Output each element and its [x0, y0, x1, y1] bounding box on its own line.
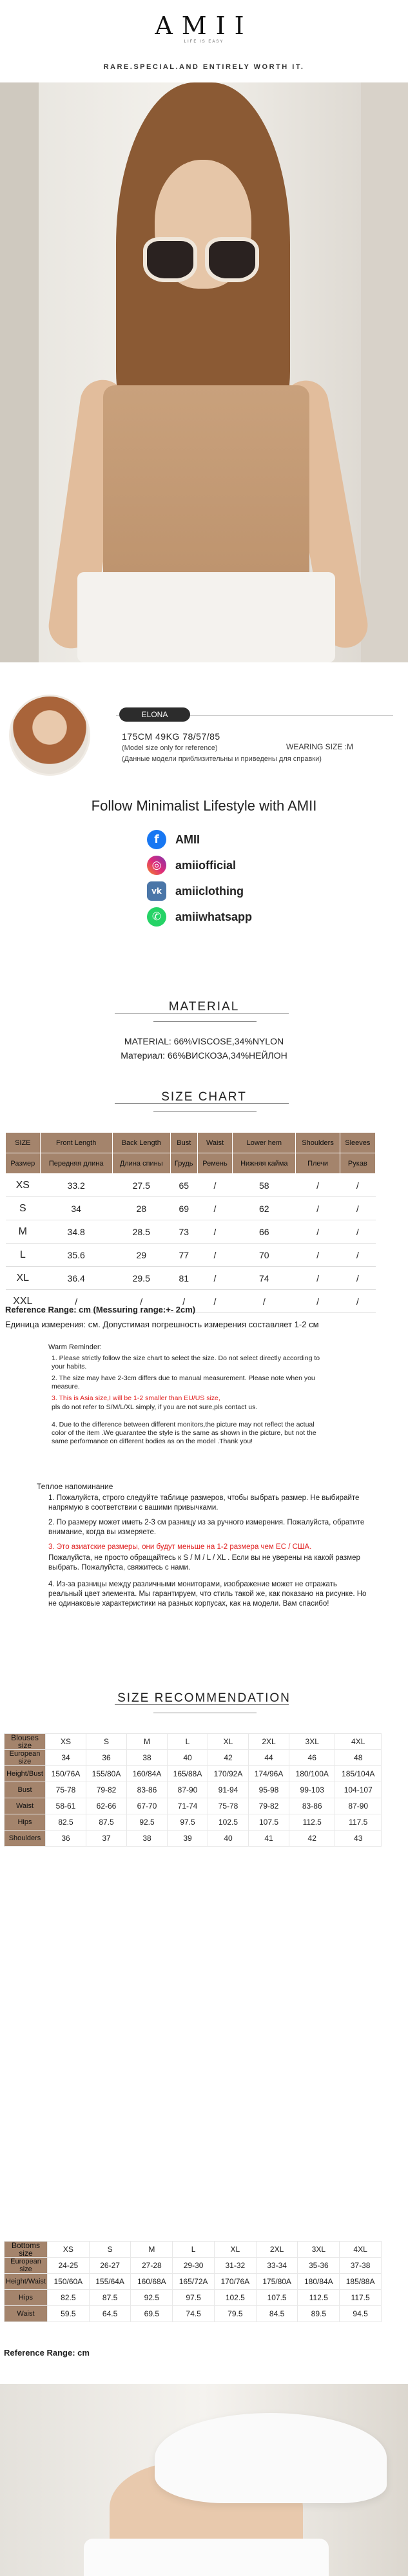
- size-col-header: Front Length: [40, 1133, 112, 1153]
- size-value-cell: 74: [233, 1267, 296, 1290]
- blouse-size-cell: 46: [289, 1750, 335, 1766]
- size-value-cell: /: [112, 1290, 170, 1313]
- bottom-size-header-cell: 2XL: [256, 2242, 298, 2258]
- bottom-size-cell: 31-32: [214, 2258, 256, 2274]
- size-chart-header-en: [6, 1133, 376, 1153]
- blouse-size-row: [5, 1782, 382, 1798]
- size-value-cell: 28.5: [112, 1220, 170, 1244]
- size-col-header: Back Length: [112, 1133, 170, 1153]
- size-range-ru: Единица измерения: см. Допустимая погрешность измерения составляет 1-2 см: [5, 1320, 319, 1329]
- bottom-size-cell: 150/60A: [47, 2274, 89, 2290]
- social-vk-label: amiiclothing: [175, 884, 244, 898]
- size-col-header: SIZE: [6, 1133, 41, 1153]
- bottom-size-cell: 165/72A: [173, 2274, 215, 2290]
- size-value-cell: /: [233, 1290, 296, 1313]
- blouse-size-header-cell: L: [168, 1734, 208, 1750]
- blouse-size-cell: 48: [335, 1750, 382, 1766]
- blouse-size-cell: 40: [168, 1750, 208, 1766]
- size-col-header-ru: Размер: [6, 1153, 41, 1174]
- reminder-item: 1. Please strictly follow the size chart to select the size. Do not select directly according to your habits.: [52, 1354, 320, 1370]
- blouse-size-cell: 97.5: [168, 1814, 208, 1831]
- photo-sunglasses-left: [143, 237, 197, 282]
- instagram-icon: ◎: [147, 856, 166, 875]
- size-value-cell: /: [40, 1290, 112, 1313]
- bottom-size-cell: 29-30: [173, 2258, 215, 2274]
- blouse-size-cell: 58-61: [46, 1798, 86, 1814]
- blouse-size-row-label: Shoulders: [5, 1831, 46, 1847]
- size-value-cell: 27.5: [112, 1174, 170, 1197]
- size-value-cell: /: [197, 1174, 232, 1197]
- bottom-size-cell: 160/68A: [131, 2274, 173, 2290]
- bottom-size-row: [5, 2274, 382, 2290]
- blouse-size-header-cell: XS: [46, 1734, 86, 1750]
- size-rec-reference: Reference Range: cm: [4, 2348, 90, 2358]
- blouse-size-row-label: Waist: [5, 1798, 46, 1814]
- size-col-header-ru: Длина спины: [112, 1153, 170, 1174]
- bottom-size-cell: 64.5: [89, 2306, 131, 2322]
- blouse-size-cell: 160/84A: [127, 1766, 168, 1782]
- bottom-size-cell: 180/84A: [298, 2274, 340, 2290]
- blouse-size-header-cell: XL: [208, 1734, 249, 1750]
- blouse-size-cell: 39: [168, 1831, 208, 1847]
- blouse-size-cell: 87-90: [335, 1798, 382, 1814]
- size-col-header: Lower hem: [233, 1133, 296, 1153]
- bottom-size-row-label: Height/Waist: [5, 2274, 48, 2290]
- bottom-size-cell: 69.5: [131, 2306, 173, 2322]
- brand-tagline: RARE.SPECIAL.AND ENTIRELY WORTH IT.: [103, 63, 305, 71]
- size-rec-title: SIZE RECOMMENDATION: [117, 1691, 291, 1705]
- bottom-size-cell: 97.5: [173, 2290, 215, 2306]
- reminder-ru-item-highlight: 3. Это азиатские размеры, они будут меньше на 1-2 размера чем ЕС / США.: [48, 1543, 312, 1551]
- facebook-icon: f: [147, 830, 166, 849]
- bottom-size-cell: 59.5: [47, 2306, 89, 2322]
- bottom-size-row: [5, 2258, 382, 2274]
- blouse-size-header-cell: 2XL: [249, 1734, 289, 1750]
- size-value-cell: 29.5: [112, 1267, 170, 1290]
- blouse-size-cell: 117.5: [335, 1814, 382, 1831]
- bottom-size-cell: 112.5: [298, 2290, 340, 2306]
- size-value-cell: 66: [233, 1220, 296, 1244]
- size-value-cell: 81: [170, 1267, 197, 1290]
- blouse-size-cell: 36: [46, 1831, 86, 1847]
- size-value-cell: /: [340, 1197, 375, 1220]
- blouse-size-cell: 87-90: [168, 1782, 208, 1798]
- bottom-size-header-row: [5, 2242, 382, 2258]
- size-value-cell: 77: [170, 1244, 197, 1267]
- blouse-size-cell: 79-82: [249, 1798, 289, 1814]
- follow-title: Follow Minimalist Lifestyle with AMII: [91, 798, 317, 814]
- size-chart-header-ru: [6, 1153, 376, 1174]
- photo-sunglasses-right: [205, 237, 259, 282]
- blouse-size-cell: 83-86: [289, 1798, 335, 1814]
- blouse-size-cell: 38: [127, 1831, 168, 1847]
- model-avatar: [9, 695, 90, 776]
- size-col-header: Shoulders: [296, 1133, 340, 1153]
- blouse-size-cell: 165/88A: [168, 1766, 208, 1782]
- size-value-cell: 33.2: [40, 1174, 112, 1197]
- size-value-cell: /: [296, 1290, 340, 1313]
- size-col-header-ru: Плечи: [296, 1153, 340, 1174]
- size-value-cell: 36.4: [40, 1267, 112, 1290]
- model-wearing-size: WEARING SIZE :M: [286, 742, 354, 751]
- bottom-size-cell: 74.5: [173, 2306, 215, 2322]
- bottom-size-cell: 185/88A: [340, 2274, 382, 2290]
- size-col-header: Waist: [197, 1133, 232, 1153]
- size-chart-row: [6, 1267, 376, 1290]
- blouse-size-cell: 95-98: [249, 1782, 289, 1798]
- model-stats: 175CM 49KG 78/57/85: [122, 731, 220, 742]
- bottom-size-cell: 117.5: [340, 2290, 382, 2306]
- social-whatsapp-label: amiiwhatsapp: [175, 910, 253, 923]
- blouse-size-cell: 102.5: [208, 1814, 249, 1831]
- size-value-cell: /: [340, 1267, 375, 1290]
- bottom-size-header-cell: Bottoms size: [5, 2242, 48, 2258]
- bottom-size-cell: 155/64A: [89, 2274, 131, 2290]
- blouse-size-row: [5, 1766, 382, 1782]
- size-value-cell: /: [197, 1290, 232, 1313]
- blouse-size-cell: 41: [249, 1831, 289, 1847]
- size-value-cell: /: [296, 1244, 340, 1267]
- blouse-size-cell: 99-103: [289, 1782, 335, 1798]
- size-value-cell: 34: [40, 1197, 112, 1220]
- photo2-white-camisole: [84, 2539, 329, 2576]
- material-en: MATERIAL: 66%VISCOSE,34%NYLON: [124, 1036, 284, 1046]
- social-facebook[interactable]: [147, 830, 200, 849]
- bottom-size-cell: 84.5: [256, 2306, 298, 2322]
- size-value-cell: 70: [233, 1244, 296, 1267]
- bottom-size-cell: 79.5: [214, 2306, 256, 2322]
- size-label-cell: XS: [6, 1174, 41, 1197]
- blouse-size-cell: 75-78: [208, 1798, 249, 1814]
- blouse-size-header-cell: M: [127, 1734, 168, 1750]
- bottom-size-header-cell: 3XL: [298, 2242, 340, 2258]
- size-value-cell: /: [296, 1174, 340, 1197]
- size-value-cell: 58: [233, 1174, 296, 1197]
- bottom-size-cell: 37-38: [340, 2258, 382, 2274]
- size-value-cell: /: [340, 1244, 375, 1267]
- whatsapp-icon: ✆: [147, 907, 166, 927]
- size-chart-row: [6, 1197, 376, 1220]
- second-product-photo: [0, 2384, 408, 2576]
- bottom-size-cell: 24-25: [47, 2258, 89, 2274]
- size-value-cell: 34.8: [40, 1220, 112, 1244]
- social-instagram-label: amiiofficial: [175, 858, 237, 872]
- size-chart-row: [6, 1244, 376, 1267]
- reminder-item: pls do not refer to S/M/L/XL simply, if you are not sure,pls contact us.: [52, 1403, 258, 1411]
- blouse-size-cell: 170/92A: [208, 1766, 249, 1782]
- model-name-badge: ELONA: [119, 707, 190, 722]
- photo-white-pants: [77, 572, 335, 662]
- blouse-size-cell: 38: [127, 1750, 168, 1766]
- reminder-ru-item: 2. По размеру может иметь 2-3 см разницу из за ручного измерения. Пожалуйста, обратите внимание, когда вы измеряете.: [48, 1519, 365, 1536]
- photo-wall-right: [361, 82, 408, 662]
- bottom-size-cell: 27-28: [131, 2258, 173, 2274]
- size-chart-row: [6, 1174, 376, 1197]
- reminder-item: 2. The size may have 2-3cm differs due to manual measurement. Please note when you measure.: [52, 1374, 315, 1390]
- brand-logo: AMII: [155, 12, 253, 40]
- photo-wall-left: [0, 82, 39, 662]
- size-chart-title: SIZE CHART: [161, 1090, 247, 1104]
- blouse-size-row: [5, 1814, 382, 1831]
- blouse-size-header-cell: 3XL: [289, 1734, 335, 1750]
- reminder-ru-item: 4. Из-за разницы между различными мониторами, изображение может не отражать реальный цвет элемента. Мы гарантируем, что стиль такой же, как показано на рисунке. Но не одинаковые характеристики на разных корпусах, как на модели. Вам спасибо!: [48, 1581, 367, 1608]
- blouse-size-table: [4, 1733, 382, 1847]
- blouse-size-cell: 83-86: [127, 1782, 168, 1798]
- material-line-bottom: [153, 1021, 257, 1022]
- size-value-cell: /: [296, 1267, 340, 1290]
- blouse-size-row: [5, 1831, 382, 1847]
- size-chart-row: [6, 1220, 376, 1244]
- blouse-size-cell: 40: [208, 1831, 249, 1847]
- bottom-size-cell: 175/80A: [256, 2274, 298, 2290]
- size-value-cell: 28: [112, 1197, 170, 1220]
- social-facebook-label: AMII: [175, 832, 200, 846]
- size-col-header-ru: Нижняя кайма: [233, 1153, 296, 1174]
- blouse-size-cell: 34: [46, 1750, 86, 1766]
- reminder-item-highlight: 3. This is Asia size,I will be 1-2 smaller than EU/US size,: [52, 1394, 220, 1402]
- bottom-size-header-cell: XL: [214, 2242, 256, 2258]
- bottom-size-header-cell: L: [173, 2242, 215, 2258]
- bottom-size-row: [5, 2290, 382, 2306]
- size-value-cell: 73: [170, 1220, 197, 1244]
- bottom-size-row: [5, 2306, 382, 2322]
- blouse-size-header-cell: 4XL: [335, 1734, 382, 1750]
- size-col-header: Bust: [170, 1133, 197, 1153]
- blouse-size-cell: 150/76A: [46, 1766, 86, 1782]
- size-col-header: Sleeves: [340, 1133, 375, 1153]
- social-whatsapp[interactable]: [147, 907, 252, 927]
- size-value-cell: /: [340, 1220, 375, 1244]
- bottom-size-header-cell: XS: [47, 2242, 89, 2258]
- bottom-size-cell: 107.5: [256, 2290, 298, 2306]
- bottom-size-header-cell: S: [89, 2242, 131, 2258]
- blouse-size-cell: 43: [335, 1831, 382, 1847]
- reminder-ru-item: 1. Пожалуйста, строго следуйте таблице размеров, чтобы выбрать размер. Не выбирайте напрямую в соответствии с вашими привычками.: [48, 1494, 360, 1512]
- size-value-cell: 69: [170, 1197, 197, 1220]
- blouse-size-header-row: [5, 1734, 382, 1750]
- blouse-size-row-label: Height/Bust: [5, 1766, 46, 1782]
- size-value-cell: 29: [112, 1244, 170, 1267]
- size-value-cell: 65: [170, 1174, 197, 1197]
- blouse-size-cell: 62-66: [86, 1798, 127, 1814]
- photo2-white-cap: [155, 2413, 387, 2503]
- size-col-header-ru: Рукав: [340, 1153, 375, 1174]
- size-col-header-ru: Грудь: [170, 1153, 197, 1174]
- size-label-cell: XL: [6, 1267, 41, 1290]
- size-label-cell: XXL: [6, 1290, 41, 1313]
- blouse-size-cell: 71-74: [168, 1798, 208, 1814]
- bottom-size-cell: 26-27: [89, 2258, 131, 2274]
- blouse-size-cell: 104-107: [335, 1782, 382, 1798]
- social-vk[interactable]: [147, 881, 244, 901]
- size-value-cell: /: [197, 1244, 232, 1267]
- blouse-size-cell: 44: [249, 1750, 289, 1766]
- blouse-size-cell: 37: [86, 1831, 127, 1847]
- bottom-size-cell: 35-36: [298, 2258, 340, 2274]
- size-chart-line-bottom: [153, 1111, 257, 1112]
- bottom-size-cell: 33-34: [256, 2258, 298, 2274]
- blouse-size-header-cell: S: [86, 1734, 127, 1750]
- bottom-size-cell: 94.5: [340, 2306, 382, 2322]
- size-col-header-ru: Ремень: [197, 1153, 232, 1174]
- bottom-size-cell: 102.5: [214, 2290, 256, 2306]
- model-note-en: (Model size only for reference): [122, 744, 218, 752]
- reminder-item: 4. Due to the difference between different monitors,the picture may not reflect the actual color of the item .We guarantee the style is the same as shown in the picture, but not the same performance on different bodies as on the model .Thank you!: [52, 1421, 316, 1445]
- blouse-size-cell: 42: [289, 1831, 335, 1847]
- size-label-cell: M: [6, 1220, 41, 1244]
- bottom-size-cell: 87.5: [89, 2290, 131, 2306]
- vk-icon: vk: [147, 881, 166, 901]
- size-value-cell: /: [296, 1220, 340, 1244]
- bottom-size-header-cell: M: [131, 2242, 173, 2258]
- bottom-size-row-label: Waist: [5, 2306, 48, 2322]
- material-ru: Материал: 66%ВИСКОЗА,34%НЕЙЛОН: [121, 1050, 287, 1061]
- blouse-size-row-label: Hips: [5, 1814, 46, 1831]
- blouse-size-cell: 174/96A: [249, 1766, 289, 1782]
- size-range-en: Reference Range: cm (Messuring range:+- 2cm): [5, 1305, 196, 1314]
- blouse-size-cell: 42: [208, 1750, 249, 1766]
- size-value-cell: /: [197, 1267, 232, 1290]
- blouse-size-row: [5, 1750, 382, 1766]
- size-label-cell: S: [6, 1197, 41, 1220]
- blouse-size-cell: 92.5: [127, 1814, 168, 1831]
- size-value-cell: /: [197, 1220, 232, 1244]
- reminder-ru-item: Пожалуйста, не просто обращайтесь к S / M / L / XL . Если вы не уверены на какой размер выбрать. Пожалуйста, свяжитесь с нами.: [48, 1554, 360, 1572]
- blouse-size-cell: 75-78: [46, 1782, 86, 1798]
- blouse-size-header-cell: Blouses size: [5, 1734, 46, 1750]
- size-value-cell: 35.6: [40, 1244, 112, 1267]
- blouse-size-cell: 107.5: [249, 1814, 289, 1831]
- size-value-cell: /: [170, 1290, 197, 1313]
- bottom-size-row-label: Hips: [5, 2290, 48, 2306]
- size-label-cell: L: [6, 1244, 41, 1267]
- bottom-size-cell: 92.5: [131, 2290, 173, 2306]
- social-instagram[interactable]: [147, 856, 236, 875]
- bottom-size-header-cell: 4XL: [340, 2242, 382, 2258]
- warm-reminder-title: Warm Reminder:: [48, 1343, 102, 1351]
- blouse-size-cell: 91-94: [208, 1782, 249, 1798]
- size-value-cell: /: [296, 1197, 340, 1220]
- size-value-cell: /: [340, 1174, 375, 1197]
- warm-reminder-ru-title: Теплое напоминание: [37, 1482, 113, 1491]
- size-value-cell: /: [197, 1197, 232, 1220]
- bottom-size-cell: 89.5: [298, 2306, 340, 2322]
- size-chart-table: [5, 1132, 376, 1313]
- blouse-size-cell: 67-70: [127, 1798, 168, 1814]
- blouse-size-cell: 155/80A: [86, 1766, 127, 1782]
- bottom-size-cell: 170/76A: [214, 2274, 256, 2290]
- blouse-size-cell: 112.5: [289, 1814, 335, 1831]
- hero-product-photo: [0, 82, 408, 662]
- blouse-size-row-label: European size: [5, 1750, 46, 1766]
- bottom-size-row-label: European size: [5, 2258, 48, 2274]
- blouse-size-row: [5, 1798, 382, 1814]
- model-note-ru: (Данные модели приблизительны и приведены для справки): [122, 755, 322, 763]
- bottom-size-cell: 82.5: [47, 2290, 89, 2306]
- size-value-cell: 62: [233, 1197, 296, 1220]
- blouse-size-cell: 180/100A: [289, 1766, 335, 1782]
- blouse-size-cell: 82.5: [46, 1814, 86, 1831]
- material-title: MATERIAL: [168, 1000, 240, 1014]
- blouse-size-cell: 87.5: [86, 1814, 127, 1831]
- bottom-size-table: [4, 2241, 382, 2322]
- blouse-size-cell: 36: [86, 1750, 127, 1766]
- size-chart-body: [6, 1174, 376, 1313]
- blouse-size-row-label: Bust: [5, 1782, 46, 1798]
- size-col-header-ru: Передняя длина: [40, 1153, 112, 1174]
- brand-logo-sub: LIFE IS EASY: [184, 40, 224, 44]
- blouse-size-cell: 79-82: [86, 1782, 127, 1798]
- size-value-cell: /: [340, 1290, 375, 1313]
- blouse-size-cell: 185/104A: [335, 1766, 382, 1782]
